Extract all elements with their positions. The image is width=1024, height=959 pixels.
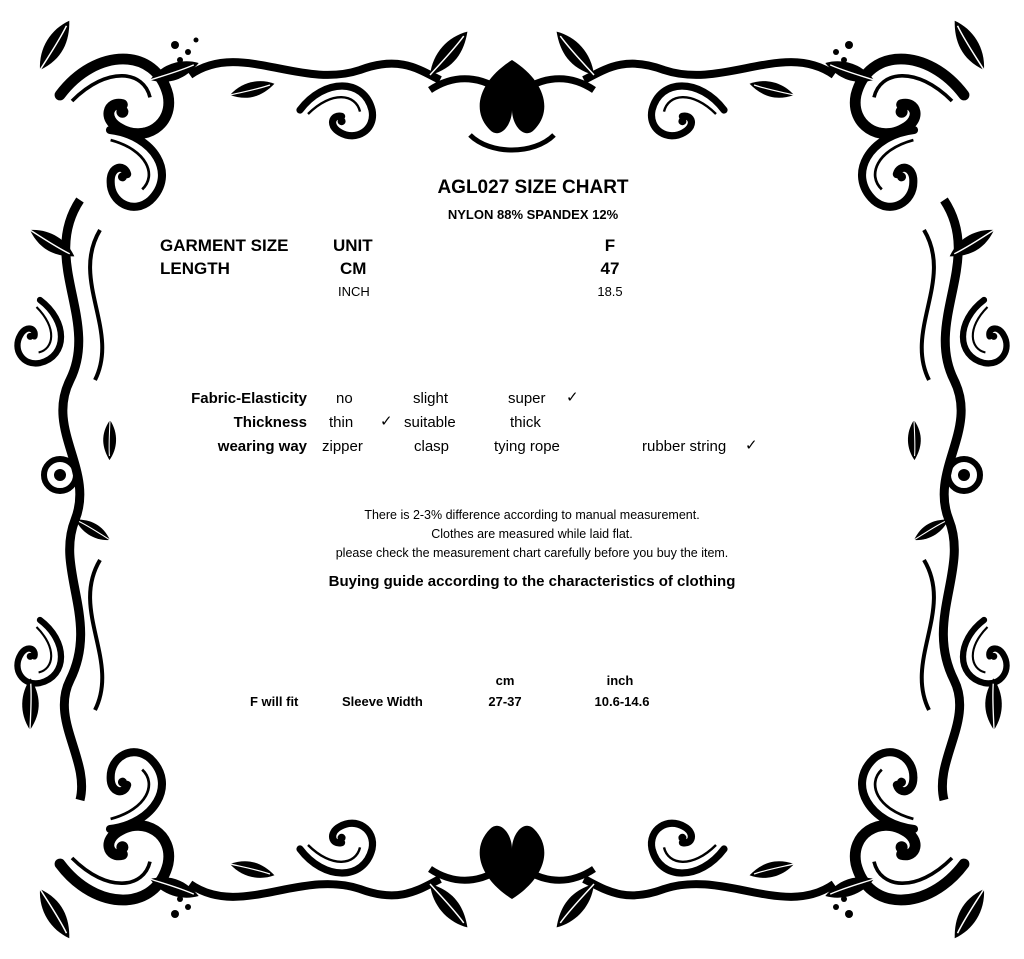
fit-col-inch: inch: [606, 673, 634, 688]
note-difference: There is 2-3% difference according to manual measurement.: [364, 508, 700, 522]
wearing-option-clasp: clasp: [414, 438, 450, 455]
wearing-option-tying-rope: tying rope: [494, 438, 560, 455]
thickness-option-thick: thick: [510, 414, 541, 431]
corner-ornament-top-left: [26, 21, 199, 216]
left-border-ornament: [8, 200, 127, 800]
right-border-ornament: [897, 200, 1016, 800]
fit-col-cm: cm: [495, 673, 515, 688]
thickness-option-thin: thin: [329, 414, 354, 431]
bottom-border-ornament: [190, 823, 834, 927]
corner-ornament-bottom-left: [26, 744, 199, 939]
elasticity-option-slight: slight: [413, 390, 449, 407]
fit-cm-value: 27-37: [488, 694, 522, 709]
unit-cm: CM: [340, 259, 367, 278]
buying-guide-heading: Buying guide according to the characteristics of clothing: [328, 573, 736, 590]
length-label: LENGTH: [160, 259, 230, 278]
wearing-check-icon: ✓: [745, 437, 758, 454]
thickness-option-suitable: suitable: [404, 414, 456, 431]
elasticity-option-super: super: [508, 390, 546, 407]
garment-size-label: GARMENT SIZE: [160, 236, 289, 255]
unit-header: UNIT: [333, 236, 373, 255]
chart-title: AGL027 SIZE CHART: [437, 177, 629, 198]
unit-inch: INCH: [338, 284, 370, 299]
size-header-f: F: [604, 236, 616, 255]
wearing-way-label: wearing way: [217, 438, 307, 455]
wearing-option-rubber-string: rubber string: [642, 438, 727, 455]
thickness-check-icon: ✓: [380, 413, 393, 430]
wearing-option-zipper: zipper: [322, 438, 363, 455]
corner-ornament-bottom-right: [825, 744, 998, 939]
note-laid-flat: Clothes are measured while laid flat.: [431, 527, 633, 541]
corner-ornament-top-right: [825, 21, 998, 216]
fit-size-label: F will fit: [250, 694, 299, 709]
top-border-ornament: [190, 31, 834, 150]
elasticity-label: Fabric-Elasticity: [191, 390, 307, 407]
length-cm-value: 47: [600, 259, 620, 278]
elasticity-check-icon: ✓: [566, 389, 579, 406]
elasticity-option-no: no: [336, 390, 353, 407]
thickness-label: Thickness: [233, 414, 307, 431]
material-composition: NYLON 88% SPANDEX 12%: [447, 207, 619, 222]
fit-measure-label: Sleeve Width: [342, 694, 423, 709]
note-check-chart: please check the measurement chart carefully before you buy the item.: [335, 546, 729, 560]
fit-inch-value: 10.6-14.6: [594, 694, 650, 709]
length-inch-value: 18.5: [597, 284, 623, 299]
